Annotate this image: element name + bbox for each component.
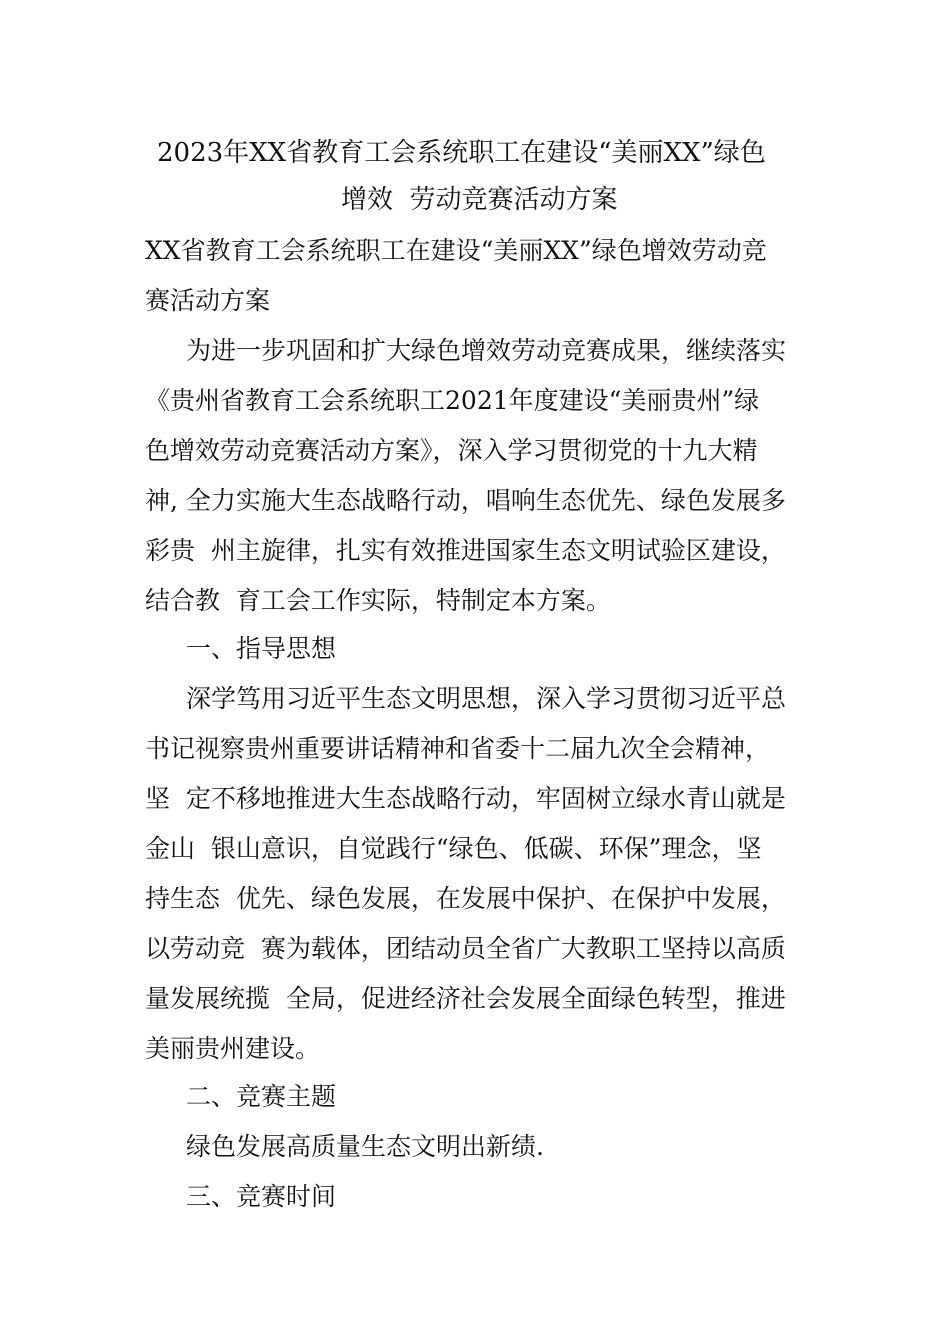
intro-line-2: 《贵州省教育工会系统职工2021年度建设“美丽贵州”绿 (145, 386, 760, 415)
section-1-line-6: 以劳动竞 赛为载体，团结动员全省广大教职工坚持以高质 (145, 934, 786, 963)
subtitle-line-2: 赛活动方案 (145, 286, 271, 315)
section-3-heading: 三、竞赛时间 (186, 1182, 337, 1211)
section-1-line-8: 美丽贵州建设。 (145, 1034, 321, 1063)
intro-line-4: 神, 全力实施大生态战略行动，唱响生态优先、绿色发展多 (145, 486, 786, 515)
section-2-text: 绿色发展高质量生态文明出新绩. (186, 1132, 544, 1161)
section-1-line-5: 持生态 优先、绿色发展，在发展中保护、在保护中发展， (145, 884, 786, 913)
section-1-line-7: 量发展统揽 全局，促进经济社会发展全面绿色转型，推进 (145, 984, 786, 1013)
section-1-line-3: 坚 定不移地推进大生态战略行动，牢固树立绿水青山就是 (145, 784, 786, 813)
section-1-line-4: 金山 银山意识，自觉践行“绿色、低碳、环保”理念，坚 (145, 834, 762, 863)
section-1-line-1: 深学笃用习近平生态文明思想，深入学习贯彻习近平总 (186, 684, 787, 713)
section-1-heading: 一、指导思想 (186, 634, 337, 663)
intro-line-6: 结合教 育工会工作实际，特制定本方案。 (145, 586, 611, 615)
intro-line-3: 色增效劳动竞赛活动方案》，深入学习贯彻党的十九大精 (145, 436, 758, 465)
section-1-line-2: 书记视察贵州重要讲话精神和省委十二届九次全会精神， (145, 734, 771, 763)
intro-line-1: 为进一步巩固和扩大绿色增效劳动竞赛成果，继续落实 (186, 336, 787, 365)
title-line-2: 增效 劳动竞赛活动方案 (341, 185, 618, 215)
intro-line-5: 彩贵 州主旋律，扎实有效推进国家生态文明试验区建设， (145, 536, 786, 565)
section-2-heading: 二、竞赛主题 (186, 1082, 337, 1111)
subtitle-line-1: XX省教育工会系统职工在建设“美丽XX”绿色增效劳动竞 (145, 236, 767, 265)
title-line-1: 2023年XX省教育工会系统职工在建设“美丽XX”绿色 (157, 138, 766, 168)
